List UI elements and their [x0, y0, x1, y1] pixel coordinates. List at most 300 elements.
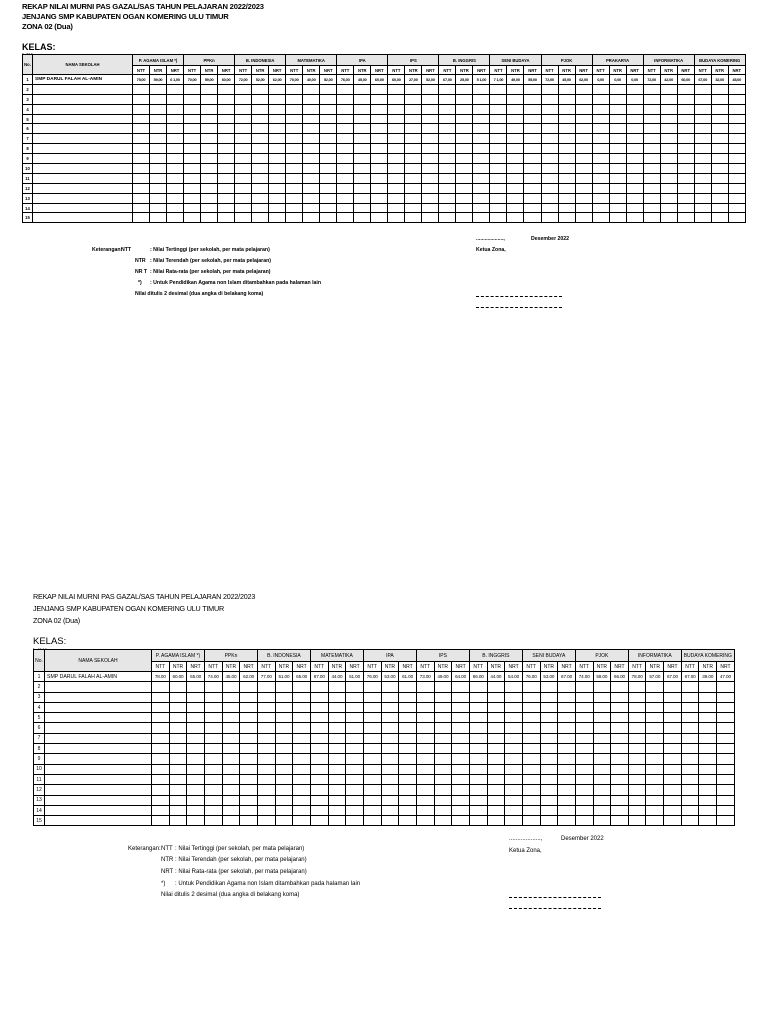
score-cell: [152, 692, 170, 702]
score-cell: [664, 744, 682, 754]
score-cell: [681, 774, 699, 784]
score-cell: [303, 134, 320, 144]
score-cell: [363, 805, 381, 815]
score-cell: [434, 816, 452, 826]
score-cell: 60.00: [169, 672, 187, 682]
score-cell: [303, 203, 320, 213]
score-cell: [275, 733, 293, 743]
score-cell: [681, 744, 699, 754]
score-cell: [405, 124, 422, 134]
score-cell: [711, 154, 728, 164]
subject-header: INFORMATIKA: [628, 650, 681, 662]
score-cell: [540, 744, 558, 754]
score-cell: [469, 785, 487, 795]
subject-header: IPA: [337, 55, 388, 66]
row-number: 2: [34, 682, 45, 692]
score-cell: [286, 104, 303, 114]
score-cell: [643, 173, 660, 183]
score-cell: [328, 764, 346, 774]
score-cell: [252, 213, 269, 223]
table-row: [23, 193, 746, 203]
score-cell: 59,00: [150, 75, 167, 85]
score-cell: [628, 713, 646, 723]
score-cell: [660, 183, 677, 193]
score-cell: 57.00: [646, 672, 664, 682]
score-cell: [593, 774, 611, 784]
sub-header: NRT: [167, 66, 184, 75]
score-cell: [473, 173, 490, 183]
sub-header: NTT: [416, 662, 434, 672]
score-cell: [609, 124, 626, 134]
score-cell: [728, 94, 745, 104]
score-cell: [452, 733, 470, 743]
score-cell: [452, 774, 470, 784]
score-cell: [728, 104, 745, 114]
score-cell: [310, 692, 328, 702]
score-cell: [558, 692, 576, 702]
score-cell: [201, 154, 218, 164]
row-number: 3: [23, 94, 33, 104]
score-cell: [575, 203, 592, 213]
score-cell: [201, 114, 218, 124]
score-cell: [541, 173, 558, 183]
sub-header: NRT: [187, 662, 205, 672]
score-cell: [643, 104, 660, 114]
score-cell: [269, 94, 286, 104]
score-cell: [354, 164, 371, 174]
col-school-header: NAMA SEKOLAH: [33, 55, 133, 75]
score-cell: [522, 795, 540, 805]
score-cell: [694, 144, 711, 154]
score-cell: [381, 713, 399, 723]
score-cell: [434, 774, 452, 784]
row-number: 11: [34, 774, 45, 784]
row-number: 4: [34, 702, 45, 712]
score-cell: [558, 702, 576, 712]
score-cell: [310, 764, 328, 774]
school-name-cell: [45, 754, 152, 764]
table-row: [34, 672, 735, 682]
score-cell: [310, 816, 328, 826]
score-cell: [452, 723, 470, 733]
table-row: [34, 795, 735, 805]
score-cell: [152, 754, 170, 764]
score-cell: [540, 785, 558, 795]
kelas-label: KELAS:: [33, 636, 67, 647]
score-cell: [643, 124, 660, 134]
score-cell: [699, 795, 717, 805]
sub-header: NTT: [522, 662, 540, 672]
score-cell: [717, 816, 735, 826]
school-name-cell: [33, 114, 133, 124]
row-number: 1: [34, 672, 45, 682]
score-cell: [235, 154, 252, 164]
score-cell: [434, 805, 452, 815]
score-cell: [354, 114, 371, 124]
score-cell: [371, 94, 388, 104]
score-cell: [575, 144, 592, 154]
score-cell: [611, 713, 629, 723]
score-cell: [558, 795, 576, 805]
score-cell: [434, 692, 452, 702]
score-cell: [646, 774, 664, 784]
score-cell: [328, 702, 346, 712]
score-cell: [524, 84, 541, 94]
sub-header: NTR: [487, 662, 505, 672]
score-cell: [664, 702, 682, 712]
score-cell: [469, 754, 487, 764]
score-cell: [487, 723, 505, 733]
score-cell: [405, 84, 422, 94]
score-cell: [699, 774, 717, 784]
ketua-zona: Ketua Zona,: [509, 848, 542, 854]
score-cell: [694, 203, 711, 213]
score-cell: [541, 134, 558, 144]
score-cell: [575, 193, 592, 203]
sub-header: NTR: [593, 662, 611, 672]
title-line-2: JENJANG SMP KABUPATEN OGAN KOMERING ULU TIMUR: [22, 12, 229, 21]
score-cell: [575, 173, 592, 183]
score-cell: [524, 213, 541, 223]
score-cell: [269, 124, 286, 134]
score-cell: [275, 723, 293, 733]
score-cell: [320, 84, 337, 94]
score-cell: [252, 144, 269, 154]
score-cell: [540, 754, 558, 764]
score-cell: [240, 785, 258, 795]
score-cell: [269, 193, 286, 203]
table-row: [23, 75, 746, 85]
score-cell: [473, 84, 490, 94]
score-cell: [218, 203, 235, 213]
sub-header: NRT: [728, 66, 745, 75]
sub-header: NTR: [222, 662, 240, 672]
score-cell: [558, 713, 576, 723]
score-cell: [593, 805, 611, 815]
score-cell: [269, 164, 286, 174]
score-cell: [371, 114, 388, 124]
sub-header: NRT: [677, 66, 694, 75]
score-cell: [218, 164, 235, 174]
score-cell: 53.00: [540, 672, 558, 682]
sub-header: NTT: [286, 66, 303, 75]
score-cell: [575, 114, 592, 124]
score-cell: [363, 785, 381, 795]
legend-ntt-desc: : Nilai Tertinggi (per sekolah, per mata pelajaran): [175, 846, 305, 852]
score-cell: [541, 94, 558, 104]
score-cell: [522, 692, 540, 702]
score-cell: [328, 744, 346, 754]
score-cell: [371, 154, 388, 164]
score-cell: 67,00: [694, 75, 711, 85]
score-cell: [371, 183, 388, 193]
score-cell: [490, 94, 507, 104]
score-cell: [717, 682, 735, 692]
score-cell: [626, 124, 643, 134]
score-cell: [646, 682, 664, 692]
score-cell: [133, 144, 150, 154]
score-cell: [439, 203, 456, 213]
score-cell: [664, 816, 682, 826]
score-cell: [699, 754, 717, 764]
score-cell: [487, 785, 505, 795]
score-cell: [490, 84, 507, 94]
score-cell: [611, 744, 629, 754]
score-cell: [643, 193, 660, 203]
score-cell: 62,00: [575, 75, 592, 85]
table-row: [34, 702, 735, 712]
score-cell: [575, 213, 592, 223]
score-cell: [187, 682, 205, 692]
school-name-cell: [33, 104, 133, 114]
sub-header: NRT: [473, 66, 490, 75]
score-cell: [363, 713, 381, 723]
score-cell: [275, 702, 293, 712]
score-cell: [201, 144, 218, 154]
score-cell: [664, 733, 682, 743]
score-cell: [328, 692, 346, 702]
score-cell: 45,00: [728, 75, 745, 85]
score-cell: [646, 723, 664, 733]
score-cell: [184, 114, 201, 124]
score-cell: [363, 692, 381, 702]
score-cell: [524, 124, 541, 134]
score-cell: [399, 774, 417, 784]
score-cell: [473, 183, 490, 193]
score-cell: [169, 692, 187, 702]
score-cell: [320, 144, 337, 154]
table-row: [34, 754, 735, 764]
score-cell: [694, 154, 711, 164]
score-cell: [184, 134, 201, 144]
score-cell: [169, 754, 187, 764]
score-cell: [711, 84, 728, 94]
score-cell: [422, 213, 439, 223]
score-cell: [660, 213, 677, 223]
row-number: 8: [23, 144, 33, 154]
score-cell: [405, 213, 422, 223]
score-cell: [439, 183, 456, 193]
score-cell: [184, 193, 201, 203]
score-cell: [204, 682, 222, 692]
score-cell: [609, 144, 626, 154]
school-name-cell: [33, 124, 133, 134]
school-name-cell: [33, 173, 133, 183]
score-cell: [664, 764, 682, 774]
score-cell: [152, 733, 170, 743]
score-cell: [310, 723, 328, 733]
score-cell: [646, 692, 664, 702]
score-cell: [626, 193, 643, 203]
school-name-cell: [33, 144, 133, 154]
sub-header: NTT: [592, 66, 609, 75]
score-cell: [558, 754, 576, 764]
score-cell: [628, 744, 646, 754]
score-cell: [363, 733, 381, 743]
score-cell: [167, 173, 184, 183]
score-cell: [371, 84, 388, 94]
score-cell: [167, 213, 184, 223]
row-number: 5: [23, 114, 33, 124]
score-cell: [416, 805, 434, 815]
subject-header: PJOK: [575, 650, 628, 662]
score-cell: [169, 764, 187, 774]
score-cell: 67.00: [664, 672, 682, 682]
title-line-3: ZONA 02 (Dua): [22, 22, 73, 31]
score-cell: [677, 114, 694, 124]
score-cell: [328, 805, 346, 815]
row-number: 13: [34, 795, 45, 805]
score-cell: [558, 104, 575, 114]
score-cell: [337, 104, 354, 114]
score-cell: [469, 795, 487, 805]
score-cell: [456, 193, 473, 203]
score-cell: [541, 154, 558, 164]
score-cell: [293, 702, 311, 712]
table-row: [34, 723, 735, 733]
score-cell: [487, 764, 505, 774]
score-cell: [218, 104, 235, 114]
score-cell: [505, 733, 523, 743]
score-cell: [354, 134, 371, 144]
score-cell: [592, 134, 609, 144]
score-cell: [541, 114, 558, 124]
score-cell: [184, 183, 201, 193]
score-cell: [152, 816, 170, 826]
score-cell: [152, 702, 170, 712]
score-cell: [240, 816, 258, 826]
score-cell: [346, 713, 364, 723]
title-line-2: JENJANG SMP KABUPATEN OGAN KOMERING ULU TIMUR: [33, 604, 224, 613]
score-cell: [422, 154, 439, 164]
score-cell: [275, 692, 293, 702]
score-cell: [422, 203, 439, 213]
score-cell: [490, 134, 507, 144]
score-cell: [643, 213, 660, 223]
score-cell: [646, 733, 664, 743]
score-cell: [439, 84, 456, 94]
score-cell: [150, 173, 167, 183]
score-cell: [541, 104, 558, 114]
legend-nrt: NR T: [135, 269, 148, 275]
score-cell: [646, 744, 664, 754]
score-cell: [293, 682, 311, 692]
score-cell: [592, 193, 609, 203]
score-cell: [152, 785, 170, 795]
score-cell: [541, 84, 558, 94]
score-cell: [422, 193, 439, 203]
sub-header: NTT: [184, 66, 201, 75]
score-cell: [310, 682, 328, 692]
score-cell: [269, 144, 286, 154]
score-cell: [363, 795, 381, 805]
score-cell: [169, 713, 187, 723]
score-cell: [434, 754, 452, 764]
score-cell: [293, 795, 311, 805]
score-cell: [310, 702, 328, 712]
score-cell: [269, 173, 286, 183]
score-cell: [152, 764, 170, 774]
score-cell: [204, 805, 222, 815]
score-cell: [575, 713, 593, 723]
score-cell: [257, 723, 275, 733]
score-cell: [399, 692, 417, 702]
score-cell: [490, 144, 507, 154]
score-cell: [150, 183, 167, 193]
score-cell: [575, 785, 593, 795]
score-cell: [133, 154, 150, 164]
score-cell: [558, 774, 576, 784]
sub-header: NTT: [388, 66, 405, 75]
score-cell: [522, 713, 540, 723]
score-cell: [293, 785, 311, 795]
score-cell: [522, 764, 540, 774]
score-cell: [388, 84, 405, 94]
score-cell: [439, 114, 456, 124]
sub-header: NTR: [150, 66, 167, 75]
score-cell: [522, 682, 540, 692]
score-cell: [303, 193, 320, 203]
subject-header: SENI BUDAYA: [522, 650, 575, 662]
score-cell: [677, 134, 694, 144]
score-cell: [337, 193, 354, 203]
school-name-cell: [33, 203, 133, 213]
score-cell: [505, 754, 523, 764]
score-cell: [187, 805, 205, 815]
row-number: 11: [23, 173, 33, 183]
score-cell: 52,00: [320, 75, 337, 85]
score-cell: [388, 104, 405, 114]
score-cell: [469, 744, 487, 754]
score-cell: 72,00: [235, 75, 252, 85]
score-cell: [184, 124, 201, 134]
score-cell: [628, 754, 646, 764]
score-cell: [487, 774, 505, 784]
score-cell: [399, 713, 417, 723]
score-cell: [133, 134, 150, 144]
score-cell: [275, 774, 293, 784]
score-cell: [699, 805, 717, 815]
school-name-cell: [45, 682, 152, 692]
score-cell: [469, 692, 487, 702]
score-cell: [388, 183, 405, 193]
score-cell: [252, 193, 269, 203]
col-school-header: NAMA SEKOLAH: [45, 650, 152, 672]
score-cell: [204, 795, 222, 805]
subject-header: P. AGAMA ISLAM *): [133, 55, 184, 66]
score-cell: [169, 682, 187, 692]
score-cell: [524, 203, 541, 213]
footnote-desc: : Untuk Pendidikan Agama non Islam ditambahkan pada halaman lain: [150, 280, 322, 286]
sub-header: NTR: [540, 662, 558, 672]
score-cell: [187, 816, 205, 826]
school-name-cell: [45, 702, 152, 712]
score-cell: [399, 816, 417, 826]
score-cell: [310, 785, 328, 795]
score-cell: [354, 173, 371, 183]
keterangan-label: Keterangan:: [128, 846, 161, 852]
subject-header: IPS: [388, 55, 439, 66]
score-cell: [434, 764, 452, 774]
score-cell: [487, 795, 505, 805]
score-cell: [592, 213, 609, 223]
score-cell: [439, 144, 456, 154]
score-cell: [728, 124, 745, 134]
score-cell: [381, 764, 399, 774]
score-cell: [328, 795, 346, 805]
score-cell: 6 1,00: [167, 75, 184, 85]
score-cell: [487, 805, 505, 815]
